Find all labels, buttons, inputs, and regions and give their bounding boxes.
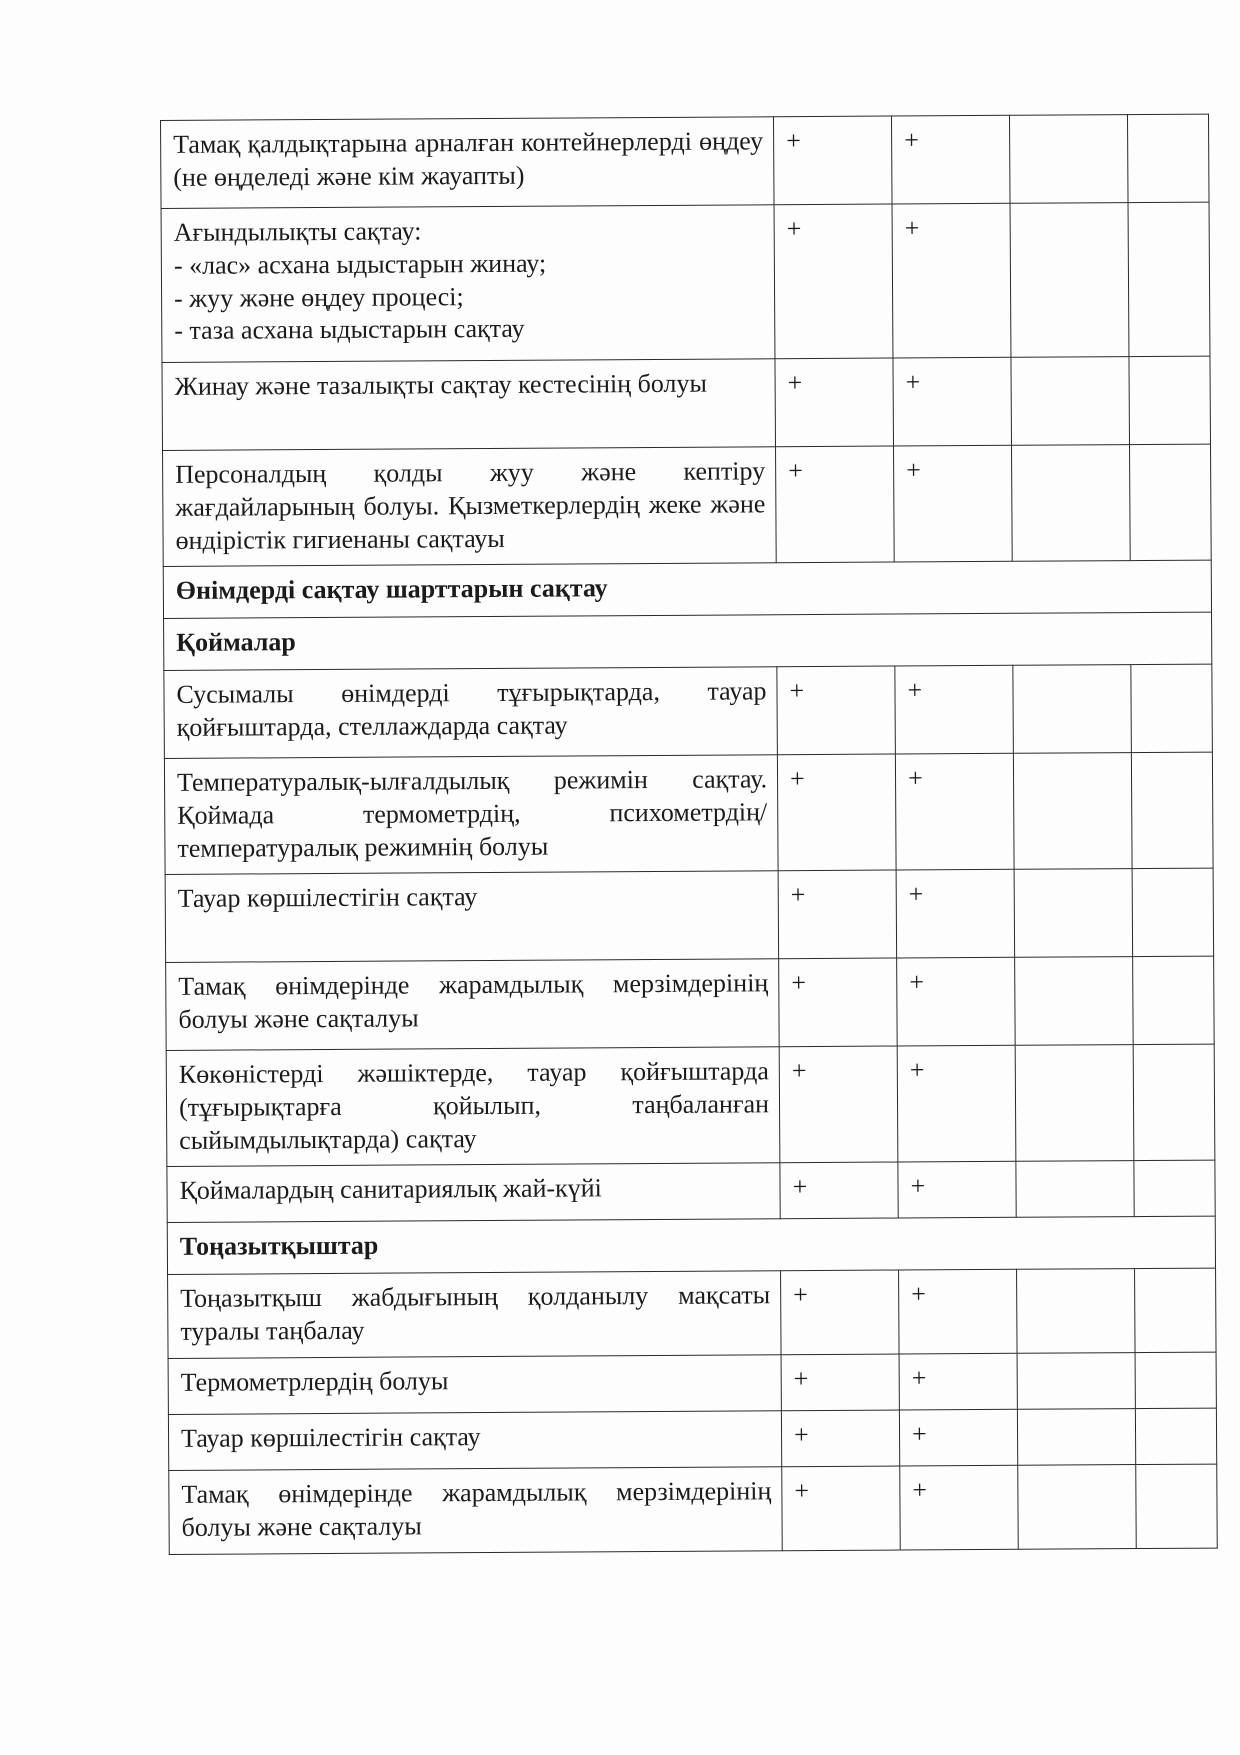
mark-cell [1129,356,1211,444]
table-row [168,1408,1216,1470]
table-row [165,868,1214,962]
requirement-cell: Тауар көршілестігін сақтау [168,1411,781,1471]
requirement-line: - жуу және өңдеу процесі; [173,281,464,313]
mark-cell: + [899,1409,1017,1466]
table-row [161,202,1210,362]
mark-cell [1130,444,1212,560]
requirement-cell: Термометрлердің болуы [168,1355,781,1415]
section-header-row [167,1216,1215,1274]
mark-cell: + [781,1270,900,1355]
mark-cell [1133,1044,1215,1160]
mark-cell [1017,1269,1136,1354]
mark-cell [1135,1352,1216,1408]
mark-cell: + [897,1045,1016,1162]
mark-cell [1132,868,1214,956]
mark-cell: + [894,445,1013,562]
mark-cell: + [779,958,898,1047]
mark-cell [1135,1408,1216,1464]
mark-cell [1011,357,1130,446]
requirement-cell: Тамақ өнімдерінде жарамдылық мерзімдерінің болуы және сақталуы [169,1467,783,1555]
mark-cell: + [896,869,1015,958]
mark-cell [1017,1353,1135,1410]
section-title: Тоңазытқыштар [167,1216,1215,1274]
checklist-table [160,114,1218,1555]
mark-cell: + [891,115,1010,204]
mark-cell: + [898,1161,1016,1218]
table-row [169,1464,1217,1554]
table-row [164,664,1213,758]
mark-cell: + [773,116,892,205]
requirement-cell [161,205,775,363]
table-row [163,444,1212,566]
mark-cell [1135,1268,1217,1352]
table-row [168,1352,1216,1414]
mark-cell: + [897,957,1016,1046]
mark-cell [1010,203,1129,358]
requirement-line: Ағындылықты сақтау: [173,216,422,247]
mark-cell: + [777,754,896,871]
mark-cell [1013,665,1132,754]
mark-cell [1018,1465,1137,1550]
mark-cell [1131,664,1213,752]
requirement-cell: Сусымалы өнімдерді тұғырықтарда, тауар қойғыштарда, стеллаждарда сақтау [164,667,778,759]
requirement-cell: Тауар көршілестігін сақтау [165,871,779,963]
mark-cell [1012,445,1131,562]
mark-cell: + [775,358,894,447]
mark-cell: + [900,1465,1019,1550]
mark-cell [1133,956,1215,1044]
requirement-cell: Температуралық-ылғалдылық режимін сақтау. Қоймада термометрдің, психометрдің/температуралық режимнің болуы [164,755,778,875]
section-header-row [163,560,1211,618]
mark-cell: + [895,753,1014,870]
checklist-body [161,114,1218,1554]
mark-cell [1017,1409,1135,1466]
mark-cell: + [780,1162,898,1219]
mark-cell: + [892,203,1011,358]
mark-cell [1014,869,1133,958]
requirement-cell: Жинау және тазалықты сақтау кестесінің болуы [162,359,776,451]
mark-cell: + [779,1046,898,1163]
mark-cell [1013,753,1132,870]
table-row [164,752,1213,874]
section-title: Өнімдерді сақтау шарттарын сақтау [163,560,1211,618]
mark-cell [1136,1464,1218,1548]
mark-cell [1015,957,1134,1046]
requirement-cell: Персоналдың қолды жуу және кептіру жағдайларының болуы. Қызметкерлердің жеке және өндірістік гигиенаны сақтауы [163,447,777,567]
requirement-cell: Тамақ өнімдерінде жарамдылық мерзімдерінің болуы және сақталуы [166,959,780,1051]
section-header-row [164,612,1212,670]
mark-cell: + [899,1353,1017,1410]
mark-cell [1127,114,1209,202]
requirement-line: - «лас» асхана ыдыстарын жинау; [173,248,547,280]
mark-cell: + [781,1354,899,1411]
table-row [162,356,1211,450]
mark-cell: + [899,1269,1018,1354]
mark-cell [1128,202,1210,356]
table-row [168,1268,1216,1358]
mark-cell: + [776,446,895,563]
mark-cell [1009,115,1128,204]
table-row [166,1044,1215,1166]
mark-cell: + [778,870,897,959]
mark-cell: + [777,666,896,755]
mark-cell: + [782,1466,901,1551]
requirement-cell: Тоңазытқыш жабдығының қолданылу мақсаты туралы таңбалау [168,1271,782,1359]
requirement-cell: Көкөністерді жәшіктерде, тауар қойғыштарда (тұғырықтарға қойылып, таңбаланған сыйымдылықтарда) сақтау [166,1047,780,1167]
requirement-line: - таза асхана ыдыстарын сақтау [174,314,525,346]
table-row [166,956,1215,1050]
mark-cell [1015,1045,1134,1162]
mark-cell: + [893,357,1012,446]
requirement-cell: Тамақ қалдықтарына арналған контейнерлерді өңдеу (не өңделеді және кім жауапты) [161,117,775,209]
mark-cell [1131,752,1213,868]
table-row [167,1160,1215,1222]
table-row [161,114,1210,208]
mark-cell [1016,1161,1134,1218]
mark-cell: + [895,665,1014,754]
mark-cell: + [781,1410,899,1467]
mark-cell: + [774,204,893,359]
mark-cell [1134,1160,1215,1216]
section-title: Қоймалар [164,612,1212,670]
requirement-cell: Қоймалардың санитариялық жай-күйі [167,1163,780,1223]
